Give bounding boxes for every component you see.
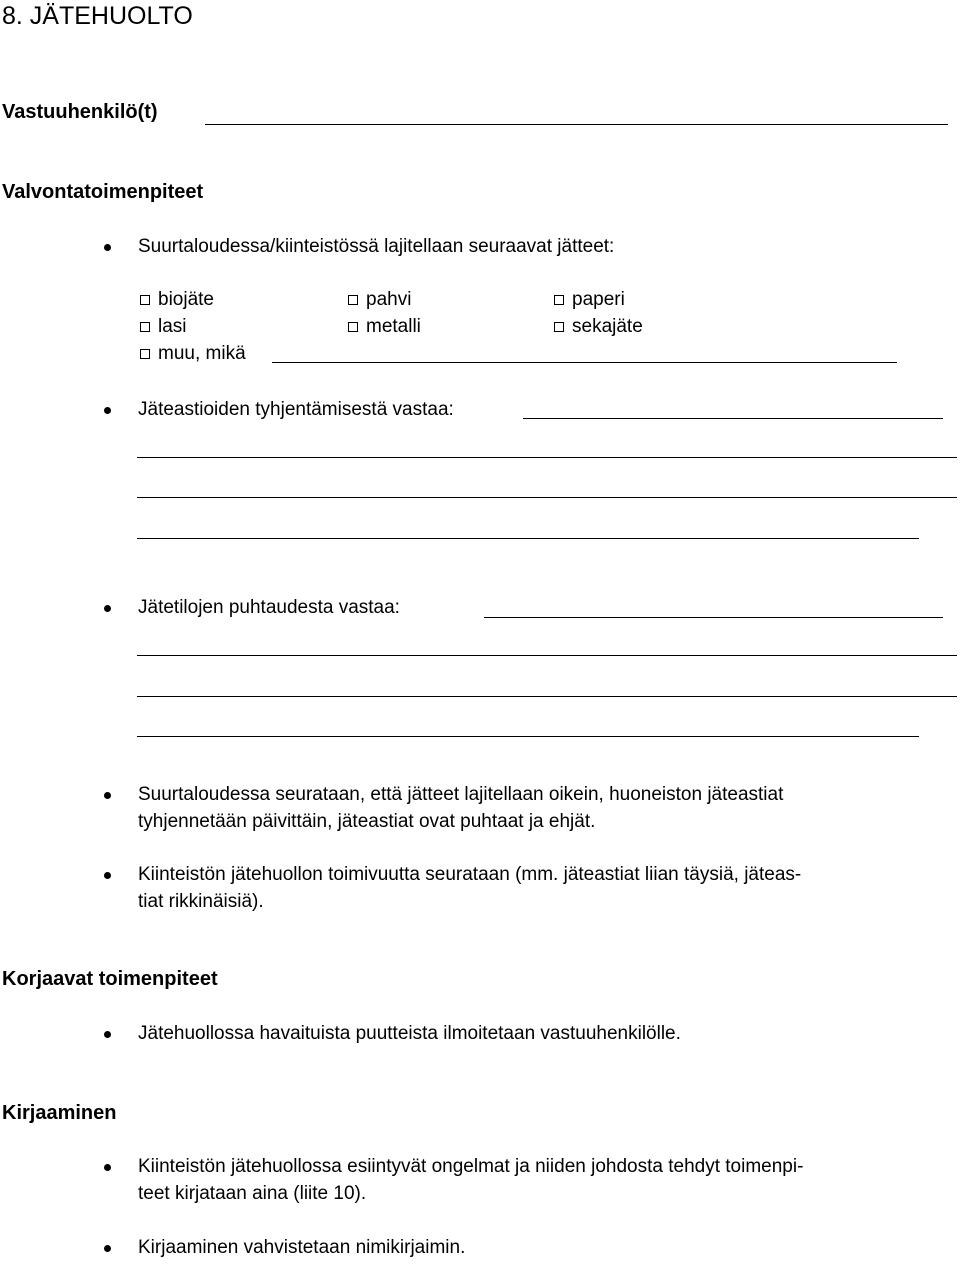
corrective-item: Jätehuollossa havaituista puutteista ilmoitetaan vastuuhenkilölle. xyxy=(138,1023,681,1044)
bin-emptying-label: Jäteastioiden tyhjentämisestä vastaa: xyxy=(138,399,454,420)
bullet-icon xyxy=(104,407,111,414)
checkbox-lasi[interactable] xyxy=(140,322,150,332)
checkbox-muu[interactable] xyxy=(140,349,150,359)
recording-heading: Kirjaaminen xyxy=(2,1102,117,1124)
checkbox-metalli[interactable] xyxy=(348,322,358,332)
bullet-icon xyxy=(104,792,111,799)
checkbox-paperi[interactable] xyxy=(554,295,564,305)
function-check-line: tiat rikkinäisiä). xyxy=(138,891,264,912)
sorting-check-line: tyhjennetään päivittäin, jäteastiat ovat puhtaat ja ehjät. xyxy=(138,811,596,832)
checkbox-sekajate[interactable] xyxy=(554,322,564,332)
corrective-heading: Korjaavat toimenpiteet xyxy=(2,968,218,990)
responsible-label: Vastuuhenkilö(t) xyxy=(2,101,158,123)
sorting-intro: Suurtaloudessa/kiinteistössä lajitellaan seuraavat jätteet: xyxy=(138,236,615,257)
room-cleaning-fill-line[interactable] xyxy=(137,736,919,737)
checkbox-label-sekajate: sekajäte xyxy=(572,316,643,337)
bullet-icon xyxy=(104,244,111,251)
bullet-icon xyxy=(104,872,111,879)
bin-emptying-fill-line[interactable] xyxy=(137,538,919,539)
checkbox-label-pahvi: pahvi xyxy=(366,289,412,310)
other-waste-fill-line[interactable] xyxy=(272,362,897,363)
checkbox-biojate[interactable] xyxy=(140,295,150,305)
bin-emptying-fill-line[interactable] xyxy=(523,418,943,419)
page-title: 8. JÄTEHUOLTO xyxy=(2,2,193,30)
recording-item-line: Kiinteistön jätehuollossa esiintyvät ongelmat ja niiden johdosta tehdyt toimenpi- xyxy=(138,1156,804,1177)
checkbox-pahvi[interactable] xyxy=(348,295,358,305)
room-cleaning-label: Jätetilojen puhtaudesta vastaa: xyxy=(138,597,400,618)
checkbox-label-biojate: biojäte xyxy=(158,289,214,310)
monitoring-heading: Valvontatoimenpiteet xyxy=(2,181,204,203)
responsible-fill-line[interactable] xyxy=(205,124,948,125)
bullet-icon xyxy=(104,605,111,612)
function-check-line: Kiinteistön jätehuollon toimivuutta seurataan (mm. jäteastiat liian täysiä, jäteas- xyxy=(138,864,802,885)
checkbox-label-lasi: lasi xyxy=(158,316,187,337)
bullet-icon xyxy=(104,1031,111,1038)
room-cleaning-fill-line[interactable] xyxy=(137,655,957,656)
bin-emptying-fill-line[interactable] xyxy=(137,457,957,458)
checkbox-label-paperi: paperi xyxy=(572,289,625,310)
room-cleaning-fill-line[interactable] xyxy=(137,696,957,697)
recording-item-line: teet kirjataan aina (liite 10). xyxy=(138,1183,367,1204)
bullet-icon xyxy=(104,1245,111,1252)
checkbox-label-metalli: metalli xyxy=(366,316,421,337)
bullet-icon xyxy=(104,1164,111,1171)
bin-emptying-fill-line[interactable] xyxy=(137,497,957,498)
sorting-check-line: Suurtaloudessa seurataan, että jätteet lajitellaan oikein, huoneiston jäteastiat xyxy=(138,784,784,805)
room-cleaning-fill-line[interactable] xyxy=(484,617,943,618)
recording-item-initials: Kirjaaminen vahvistetaan nimikirjaimin. xyxy=(138,1237,466,1258)
checkbox-label-muu: muu, mikä xyxy=(158,343,246,364)
